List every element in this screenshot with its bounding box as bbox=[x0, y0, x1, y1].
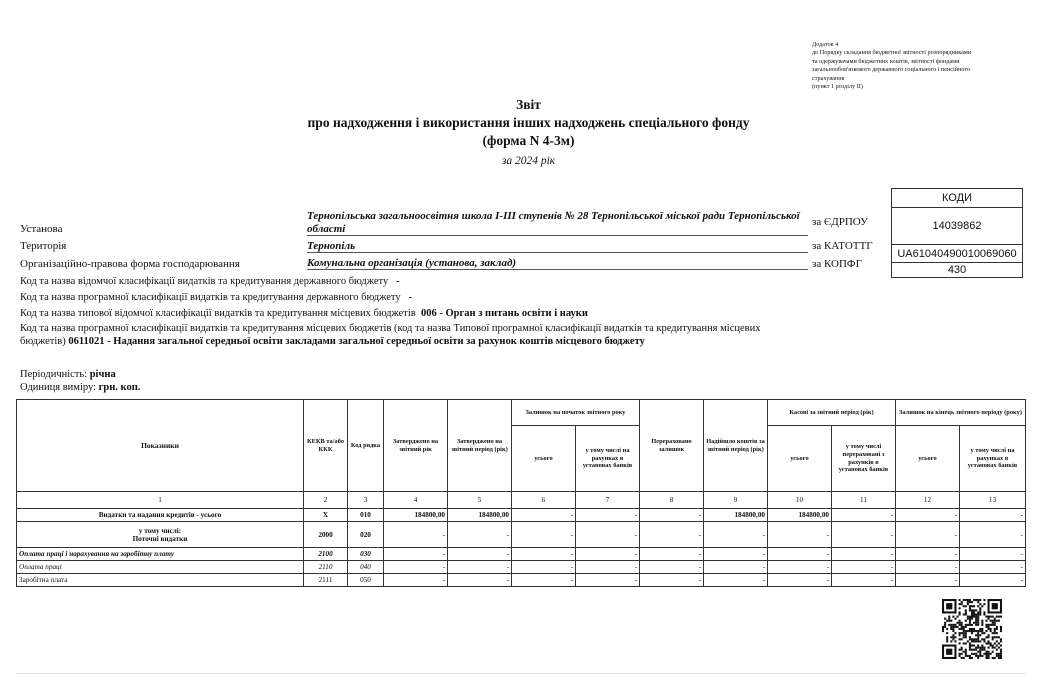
row-kekv: 2110 bbox=[304, 561, 348, 574]
header-approved-year: Затверджено на звітний рік bbox=[384, 400, 448, 492]
prog-class-line bbox=[20, 291, 810, 304]
row-value: - bbox=[768, 548, 832, 561]
row-value: 184800,00 bbox=[704, 509, 768, 522]
row-value: - bbox=[640, 574, 704, 587]
row-value: 184800,00 bbox=[768, 509, 832, 522]
col-number: 12 bbox=[896, 492, 960, 509]
row-value: - bbox=[832, 548, 896, 561]
report-form: (форма N 4-3м) bbox=[482, 133, 575, 148]
row-value: - bbox=[384, 522, 448, 548]
periodicity-value: річна bbox=[89, 369, 116, 380]
prog-class-text: Код та назва програмної класифікації видатків та кредитування державного бюджету bbox=[20, 292, 401, 303]
col-number: 5 bbox=[448, 492, 512, 509]
table-row bbox=[17, 522, 1026, 548]
report-period: за 2024 рік bbox=[501, 155, 556, 167]
header-cash: Касові за звітний період (рік) bbox=[768, 400, 896, 426]
row-value: 184800,00 bbox=[448, 509, 512, 522]
edrpou-label: за ЄДРПОУ bbox=[812, 216, 868, 228]
col-number: 4 bbox=[384, 492, 448, 509]
col-number: 1 bbox=[17, 492, 304, 509]
row-value: - bbox=[576, 548, 640, 561]
katottg-code: UA61040490010069060 bbox=[892, 245, 1023, 263]
row-value: - bbox=[640, 522, 704, 548]
row-code: 050 bbox=[348, 574, 384, 587]
header-approved-period: Затверджено на звітний період (рік) bbox=[448, 400, 512, 492]
row-kekv: 2111 bbox=[304, 574, 348, 587]
row-kekv: 2100 bbox=[304, 548, 348, 561]
row-value: - bbox=[640, 509, 704, 522]
header-balance-start: Залишок на початок звітного року bbox=[512, 400, 640, 426]
row-value: - bbox=[512, 561, 576, 574]
row-value: - bbox=[832, 522, 896, 548]
periodicity-label: Періодичність: bbox=[20, 369, 88, 380]
report-subtitle: про надходження і використання інших надходжень спеціального фонду bbox=[307, 115, 750, 130]
periodicity-line bbox=[20, 369, 116, 380]
row-value: - bbox=[896, 509, 960, 522]
header-incl-transferred: у тому числі перераховані з рахунків в установах банків bbox=[832, 426, 896, 492]
header-balance-end: Залишок на кінець звітного періоду (року) bbox=[896, 400, 1026, 426]
header-total: усього bbox=[896, 426, 960, 492]
row-value: - bbox=[960, 548, 1026, 561]
row-value: - bbox=[512, 574, 576, 587]
local-prog-line bbox=[20, 322, 810, 348]
local-prog-value: 0611021 - Надання загальної середньої освіти закладами загальної середньої освіти за рахунок коштів місцевого бюджету bbox=[68, 336, 645, 347]
bottom-divider bbox=[16, 673, 1025, 674]
row-value: - bbox=[512, 548, 576, 561]
unit-value: грн. коп. bbox=[98, 382, 141, 393]
row-value: - bbox=[768, 522, 832, 548]
row-value: - bbox=[896, 561, 960, 574]
col-number: 9 bbox=[704, 492, 768, 509]
institution-value: Тернопільська загальноосвітня школа І-ІІІ ступенів № 28 Тернопільської міської ради Тернопільської області bbox=[307, 210, 808, 236]
table-row bbox=[17, 548, 1026, 561]
unit-label: Одиниця виміру: bbox=[20, 382, 96, 393]
annex-line: загальнообов'язкового державного соціального і пенсійного bbox=[812, 66, 970, 74]
annex-line: та одержувачами бюджетних коштів, звітності фондами bbox=[812, 57, 960, 65]
edrpou-code: 14039862 bbox=[892, 208, 1023, 245]
row-value: - bbox=[576, 522, 640, 548]
row-name: у тому числі: Поточні видатки bbox=[17, 522, 304, 548]
header-row-code: Код рядка bbox=[348, 400, 384, 492]
kopfg-label: за КОПФГ bbox=[812, 258, 862, 270]
territory-label: Територія bbox=[20, 240, 67, 252]
col-number: 3 bbox=[348, 492, 384, 509]
header-received: Надійшло коштів за звітний період (рік) bbox=[704, 400, 768, 492]
unit-line bbox=[20, 382, 140, 393]
row-value: - bbox=[384, 574, 448, 587]
annex-line: до Порядку складання бюджетної звітності розпорядниками bbox=[812, 49, 972, 57]
report-table bbox=[16, 399, 1026, 587]
table-row bbox=[17, 509, 1026, 522]
row-value: - bbox=[896, 548, 960, 561]
typical-class-line bbox=[20, 307, 810, 320]
col-number: 6 bbox=[512, 492, 576, 509]
row-code: 030 bbox=[348, 548, 384, 561]
col-number: 2 bbox=[304, 492, 348, 509]
col-number: 10 bbox=[768, 492, 832, 509]
annex-line: (пункт 1 розділу II) bbox=[812, 83, 863, 91]
report-title: Звіт bbox=[516, 97, 541, 112]
header-kekv: КЕКВ та/або ККК bbox=[304, 400, 348, 492]
table-row bbox=[17, 574, 1026, 587]
qr-code bbox=[942, 599, 1002, 659]
row-value: - bbox=[896, 522, 960, 548]
row-value: 184800,00 bbox=[384, 509, 448, 522]
header-incl-bank: у тому числі на рахунках в установах банків bbox=[960, 426, 1026, 492]
typical-class-text: Код та назва типової відомчої класифікації видатків та кредитування місцевих бюджетів bbox=[20, 308, 416, 319]
row-value: - bbox=[512, 522, 576, 548]
row-value: - bbox=[448, 522, 512, 548]
row-kekv: 2000 bbox=[304, 522, 348, 548]
row-value: - bbox=[576, 574, 640, 587]
row-value: - bbox=[640, 561, 704, 574]
codes-header: КОДИ bbox=[892, 189, 1023, 208]
row-value: - bbox=[896, 574, 960, 587]
header-transferred: Перераховано залишок bbox=[640, 400, 704, 492]
row-value: - bbox=[704, 561, 768, 574]
row-value: - bbox=[384, 561, 448, 574]
col-number: 7 bbox=[576, 492, 640, 509]
table-body bbox=[17, 509, 1026, 587]
col-number: 11 bbox=[832, 492, 896, 509]
row-name: Видатки та надання кредитів - усього bbox=[17, 509, 304, 522]
row-code: 040 bbox=[348, 561, 384, 574]
row-value: - bbox=[832, 509, 896, 522]
row-value: - bbox=[384, 548, 448, 561]
row-value: - bbox=[704, 574, 768, 587]
row-value: - bbox=[960, 522, 1026, 548]
codes-table bbox=[891, 188, 1023, 278]
org-form-label: Організаційно-правова форма господарювання bbox=[20, 258, 240, 270]
dept-class-line bbox=[20, 275, 810, 288]
row-code: 010 bbox=[348, 509, 384, 522]
header-total: усього bbox=[768, 426, 832, 492]
row-value: - bbox=[448, 561, 512, 574]
row-value: - bbox=[512, 509, 576, 522]
table-row bbox=[17, 561, 1026, 574]
row-value: - bbox=[832, 574, 896, 587]
row-value: - bbox=[832, 561, 896, 574]
header-incl-bank: у тому числі на рахунках в установах банків bbox=[576, 426, 640, 492]
typical-class-value: 006 - Орган з питань освіти і науки bbox=[421, 308, 588, 319]
annex-line: страхування bbox=[812, 74, 845, 82]
row-kekv: X bbox=[304, 509, 348, 522]
dept-class-text: Код та назва відомчої класифікації видатків та кредитування державного бюджету bbox=[20, 276, 389, 287]
kopfg-code: 430 bbox=[892, 263, 1023, 278]
col-number: 8 bbox=[640, 492, 704, 509]
row-code: 020 bbox=[348, 522, 384, 548]
col-number: 13 bbox=[960, 492, 1026, 509]
katottg-label: за КАТОТТГ bbox=[812, 240, 873, 252]
row-value: - bbox=[640, 548, 704, 561]
institution-label: Установа bbox=[20, 223, 63, 235]
row-value: - bbox=[576, 509, 640, 522]
header-indicators: Показники bbox=[17, 400, 304, 492]
row-value: - bbox=[704, 548, 768, 561]
row-value: - bbox=[960, 561, 1026, 574]
territory-value: Тернопіль bbox=[307, 240, 808, 253]
row-name: Заробітна плата bbox=[17, 574, 304, 587]
annex-line: Додаток 4 bbox=[812, 41, 839, 48]
annex-note bbox=[812, 41, 1042, 91]
row-value: - bbox=[704, 522, 768, 548]
row-value: - bbox=[576, 561, 640, 574]
row-value: - bbox=[448, 574, 512, 587]
column-number-row bbox=[17, 492, 1026, 509]
row-name: Оплата праці bbox=[17, 561, 304, 574]
row-value: - bbox=[768, 574, 832, 587]
local-prog-text: Код та назва програмної класифікації видатків та кредитування місцевих бюджетів (код та назва Типової програмної класифікації видатків та кредитування місцевих бюджетів) bbox=[20, 323, 761, 347]
row-value: - bbox=[448, 548, 512, 561]
prog-class-value: - bbox=[408, 292, 412, 303]
row-value: - bbox=[960, 574, 1026, 587]
row-value: - bbox=[768, 561, 832, 574]
row-value: - bbox=[960, 509, 1026, 522]
org-form-value: Комунальна організація (установа, заклад) bbox=[307, 257, 808, 270]
row-name: Оплата праці і нарахування на заробітну плату bbox=[17, 548, 304, 561]
dept-class-value: - bbox=[396, 276, 400, 287]
header-total: усього bbox=[512, 426, 576, 492]
